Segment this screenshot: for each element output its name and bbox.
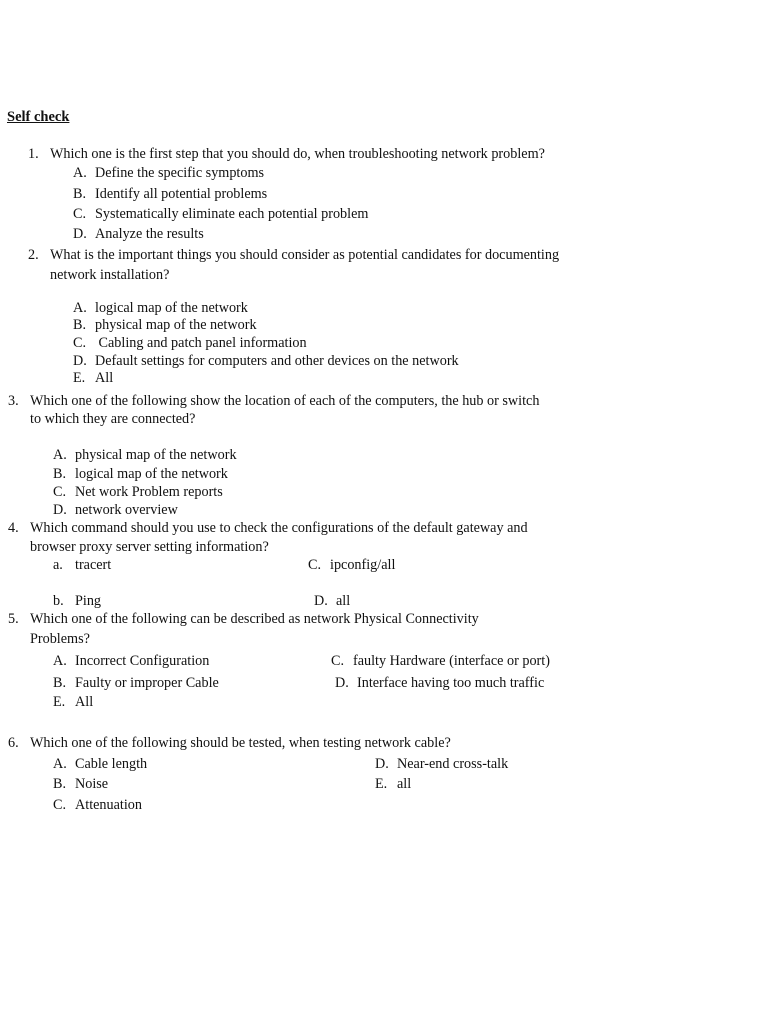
option-label: D.: [335, 675, 349, 691]
option-text: network overview: [75, 502, 178, 518]
option-text: physical map of the network: [95, 317, 257, 333]
question-text: Which command should you use to check the configurations of the default gateway and: [30, 520, 528, 536]
option-text: Interface having too much traffic: [357, 675, 545, 691]
option-label: E.: [53, 694, 66, 710]
q1-option-d: [73, 226, 204, 243]
option-label: C.: [331, 653, 345, 669]
option-label: A.: [73, 165, 87, 181]
question-4: [8, 520, 528, 537]
option-text: Incorrect Configuration: [75, 653, 210, 669]
q2-option-b: [73, 317, 257, 334]
option-text: Faulty or improper Cable: [75, 675, 219, 691]
option-label: D.: [73, 353, 87, 369]
question-1: [28, 146, 545, 163]
q2-option-c: [73, 335, 307, 352]
option-text: Default settings for computers and other devices on the network: [95, 353, 459, 369]
q4-option-b: [53, 593, 101, 610]
option-text: Net work Problem reports: [75, 484, 223, 500]
option-text: Cable length: [75, 756, 148, 772]
question-number: 3.: [8, 393, 19, 409]
option-text: Noise: [75, 776, 109, 792]
q6-option-b: [53, 776, 108, 793]
option-text: Analyze the results: [95, 226, 204, 242]
q3-option-b: [53, 466, 228, 483]
option-text: all: [336, 593, 351, 609]
option-label: C.: [73, 206, 87, 222]
option-text: All: [75, 694, 94, 710]
option-text: all: [397, 776, 412, 792]
q5-option-b: [53, 675, 219, 692]
option-label: B.: [73, 186, 87, 202]
question-6: [8, 735, 451, 752]
q6-option-a: [53, 756, 147, 773]
q3-option-d: [53, 502, 178, 519]
option-label: B.: [73, 317, 87, 333]
option-text: logical map of the network: [75, 466, 228, 482]
option-label: A.: [53, 756, 67, 772]
question-5-continued: Problems?: [30, 631, 90, 647]
option-label: C.: [53, 797, 67, 813]
option-text: Attenuation: [75, 797, 142, 813]
q3-option-a: [53, 447, 237, 464]
option-label: C.: [73, 335, 87, 351]
option-label: B.: [53, 675, 67, 691]
question-3-continued: to which they are connected?: [30, 411, 196, 427]
q5-option-e: [53, 694, 93, 711]
option-text: Identify all potential problems: [95, 186, 268, 202]
q6-option-d: [375, 756, 508, 773]
option-label: a.: [53, 557, 63, 573]
option-label: B.: [53, 466, 67, 482]
option-text: ipconfig/all: [330, 557, 396, 573]
q1-option-a: [73, 165, 264, 182]
q2-option-e: [73, 370, 113, 387]
option-text: Near-end cross-talk: [397, 756, 509, 772]
question-number: 2.: [28, 247, 39, 263]
option-label: D.: [73, 226, 87, 242]
question-text: Which one of the following show the location of each of the computers, the hub or switch: [30, 393, 540, 409]
option-text: physical map of the network: [75, 447, 237, 463]
option-text: Ping: [75, 593, 102, 609]
option-text: Cabling and patch panel information: [95, 335, 307, 351]
q4-option-c: [308, 557, 395, 574]
question-text: Which one is the first step that you should do, when troubleshooting network problem?: [50, 146, 545, 162]
option-label: A.: [73, 300, 87, 316]
question-number: 4.: [8, 520, 19, 536]
q4-option-d: [314, 593, 350, 610]
option-text: Systematically eliminate each potential problem: [95, 206, 369, 222]
q2-option-d: [73, 353, 459, 370]
option-label: A.: [53, 447, 67, 463]
question-4-continued: browser proxy server setting information?: [30, 539, 269, 555]
option-label: E.: [375, 776, 388, 792]
q1-option-b: [73, 186, 267, 203]
question-text: Which one of the following can be described as network Physical Connectivity: [30, 611, 479, 627]
question-5: [8, 611, 479, 628]
option-label: C.: [53, 484, 67, 500]
option-text: tracert: [75, 557, 112, 573]
question-2-continued: network installation?: [50, 267, 170, 283]
question-number: 6.: [8, 735, 19, 751]
option-label: E.: [73, 370, 86, 386]
question-number: 1.: [28, 146, 39, 162]
q2-option-a: [73, 300, 248, 317]
q5-option-a: [53, 653, 209, 670]
question-2: [28, 247, 559, 264]
q1-option-c: [73, 206, 368, 223]
option-text: faulty Hardware (interface or port): [353, 653, 550, 669]
question-3: [8, 393, 539, 410]
option-label: D.: [375, 756, 389, 772]
q6-option-e: [375, 776, 411, 793]
option-label: B.: [53, 776, 67, 792]
q3-option-c: [53, 484, 223, 501]
option-label: A.: [53, 653, 67, 669]
option-label: b.: [53, 593, 64, 609]
q5-option-c: [331, 653, 550, 670]
q6-option-c: [53, 797, 142, 814]
q5-option-d: [335, 675, 544, 692]
option-text: logical map of the network: [95, 300, 248, 316]
question-number: 5.: [8, 611, 19, 627]
option-label: C.: [308, 557, 322, 573]
option-label: D.: [53, 502, 67, 518]
page-title: Self check: [7, 109, 70, 125]
question-text: What is the important things you should consider as potential candidates for documenting: [50, 247, 560, 263]
option-text: All: [95, 370, 114, 386]
q4-option-a: [53, 557, 111, 574]
question-text: Which one of the following should be tested, when testing network cable?: [30, 735, 451, 751]
option-label: D.: [314, 593, 328, 609]
option-text: Define the specific symptoms: [95, 165, 265, 181]
